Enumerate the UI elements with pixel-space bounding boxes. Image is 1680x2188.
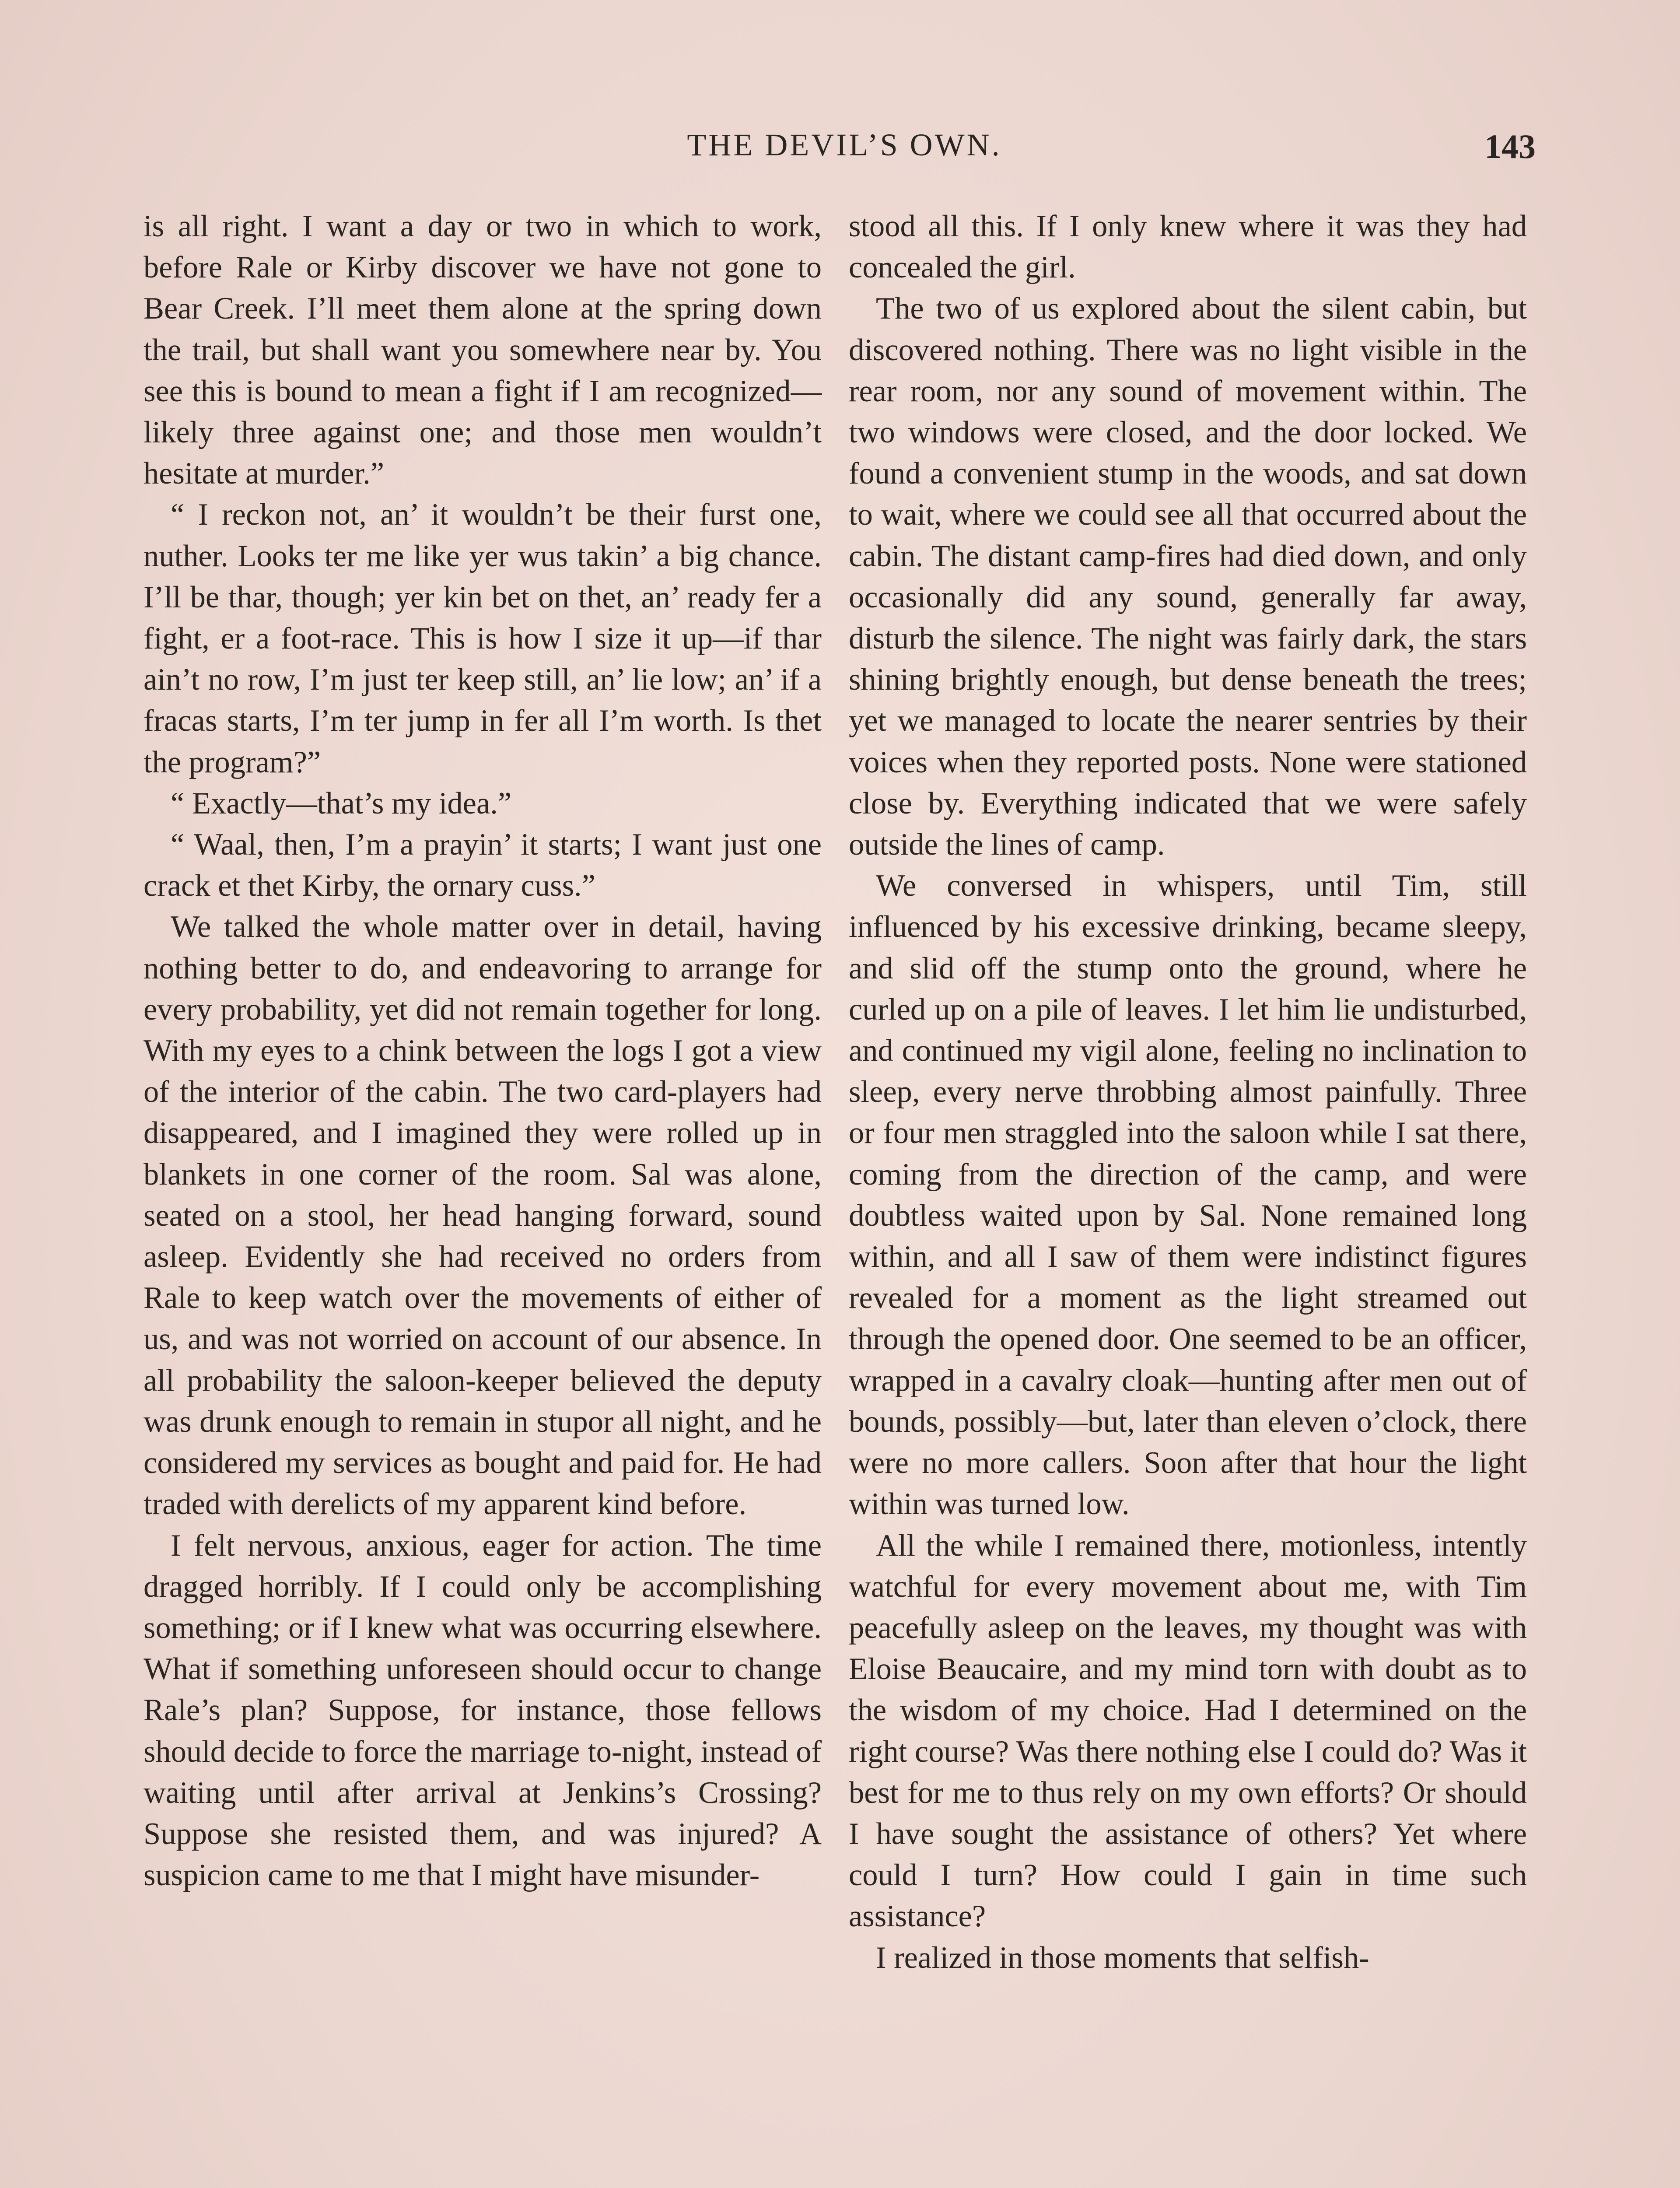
running-title: THE DEVIL’S OWN. xyxy=(687,127,1002,162)
paragraph: We conversed in whispers, until Tim, still influenced by his excessive drinking, became sleepy, and slid off the stump onto the ground, where he curled up on a pile of leaves. I let him lie undisturbed, and continued my vigil alone, feeling no inclination to sleep, every nerve throbbing almost painfully. Three or four men straggled into the saloon while I sat there, coming from the direction of the camp, and were doubtless waited upon by Sal. None remained long within, and all I saw of them were indistinct figures revealed for a moment as the light streamed out through the opened door. One seemed to be an officer, wrapped in a cavalry cloak—hunting after men out of bounds, possibly—but, later than eleven o’clock, there were no more callers. Soon after that hour the light within was turned low. xyxy=(849,869,1527,1522)
paragraph: “ I reckon not, an’ it wouldn’t be their furst one, nuther. Looks ter me like yer wus takin’ a big chance. I’ll be thar, though; yer kin bet on thet, an’ ready fer a fight, er a foot-race. This is how I size it up—if thar ain’t no row, I’m just ter keep still, an’ lie low; an’ if a fracas starts, I’m ter jump in fer all I’m worth. Is thet the program?” xyxy=(144,498,822,779)
page-number: 143 xyxy=(1484,127,1536,165)
paragraph: “ Exactly—that’s my idea.” xyxy=(171,786,512,820)
paragraph: I felt nervous, anxious, eager for action. The time dragged horribly. If I could only be accomplishing something; or if I knew what was occurring elsewhere. What if something unforeseen should occur to change Rale’s plan? Suppose, for instance, those fellows should decide to force the marriage to-night, instead of waiting until after arrival at Jenkins’s Crossing? Suppose she resisted them, and was injured? A suspicion came to me that I might have misunder- xyxy=(144,1528,822,1893)
paragraph: All the while I remained there, motionless, intently watchful for every movement about me, with Tim peacefully asleep on the leaves, my thought was with Eloise Beaucaire, and my mind torn with doubt as to the wisdom of my choice. Had I determined on the right course? Was there nothing else I could do? Was it best for me to thus rely on my own efforts? Or should I have sought the assistance of others? Yet where could I turn? How could I gain in time such assistance? xyxy=(849,1528,1527,1934)
paragraph: “ Waal, then, I’m a prayin’ it starts; I want just one crack et thet Kirby, the ornary cuss.” xyxy=(144,828,822,903)
right-column xyxy=(849,206,1527,1978)
left-column xyxy=(144,206,822,1896)
paragraph: stood all this. If I only knew where it was they had concealed the girl. xyxy=(849,209,1527,285)
paragraph: I realized in those moments that selfish- xyxy=(876,1940,1369,1975)
paragraph: The two of us explored about the silent cabin, but discovered nothing. There was no light visible in the rear room, nor any sound of movement within. The two windows were closed, and the door locked. We found a convenient stump in the woods, and sat down to wait, where we could see all that occurred about the cabin. The distant camp-fires had died down, and only occasionally did any sound, generally far away, disturb the silence. The night was fairly dark, the stars shining brightly enough, but dense beneath the trees; yet we managed to locate the nearer sentries by their voices when they reported posts. None were stationed close by. Everything indicated that we were safely outside the lines of camp. xyxy=(849,291,1527,862)
page-header xyxy=(144,127,1544,184)
paragraph: is all right. I want a day or two in which to work, before Rale or Kirby discover we have not gone to Bear Creek. I’ll meet them alone at the spring down the trail, but shall want you somewhere near by. You see this is bound to mean a fight if I am recognized—likely three against one; and those men wouldn’t hesitate at murder.” xyxy=(144,209,822,491)
paragraph: We talked the whole matter over in detail, having nothing better to do, and endeavoring to arrange for every probability, yet did not remain together for long. With my eyes to a chink between the logs I got a view of the interior of the cabin. The two card-players had disappeared, and I imagined they were rolled up in blankets in one corner of the room. Sal was alone, seated on a stool, her head hanging forward, sound asleep. Evidently she had received no orders from Rale to keep watch over the movements of either of us, and was not worried on account of our absence. In all probability the saloon-keeper believed the deputy was drunk enough to remain in stupor all night, and he considered my services as bought and paid for. He had traded with derelicts of my apparent kind before. xyxy=(144,910,822,1522)
